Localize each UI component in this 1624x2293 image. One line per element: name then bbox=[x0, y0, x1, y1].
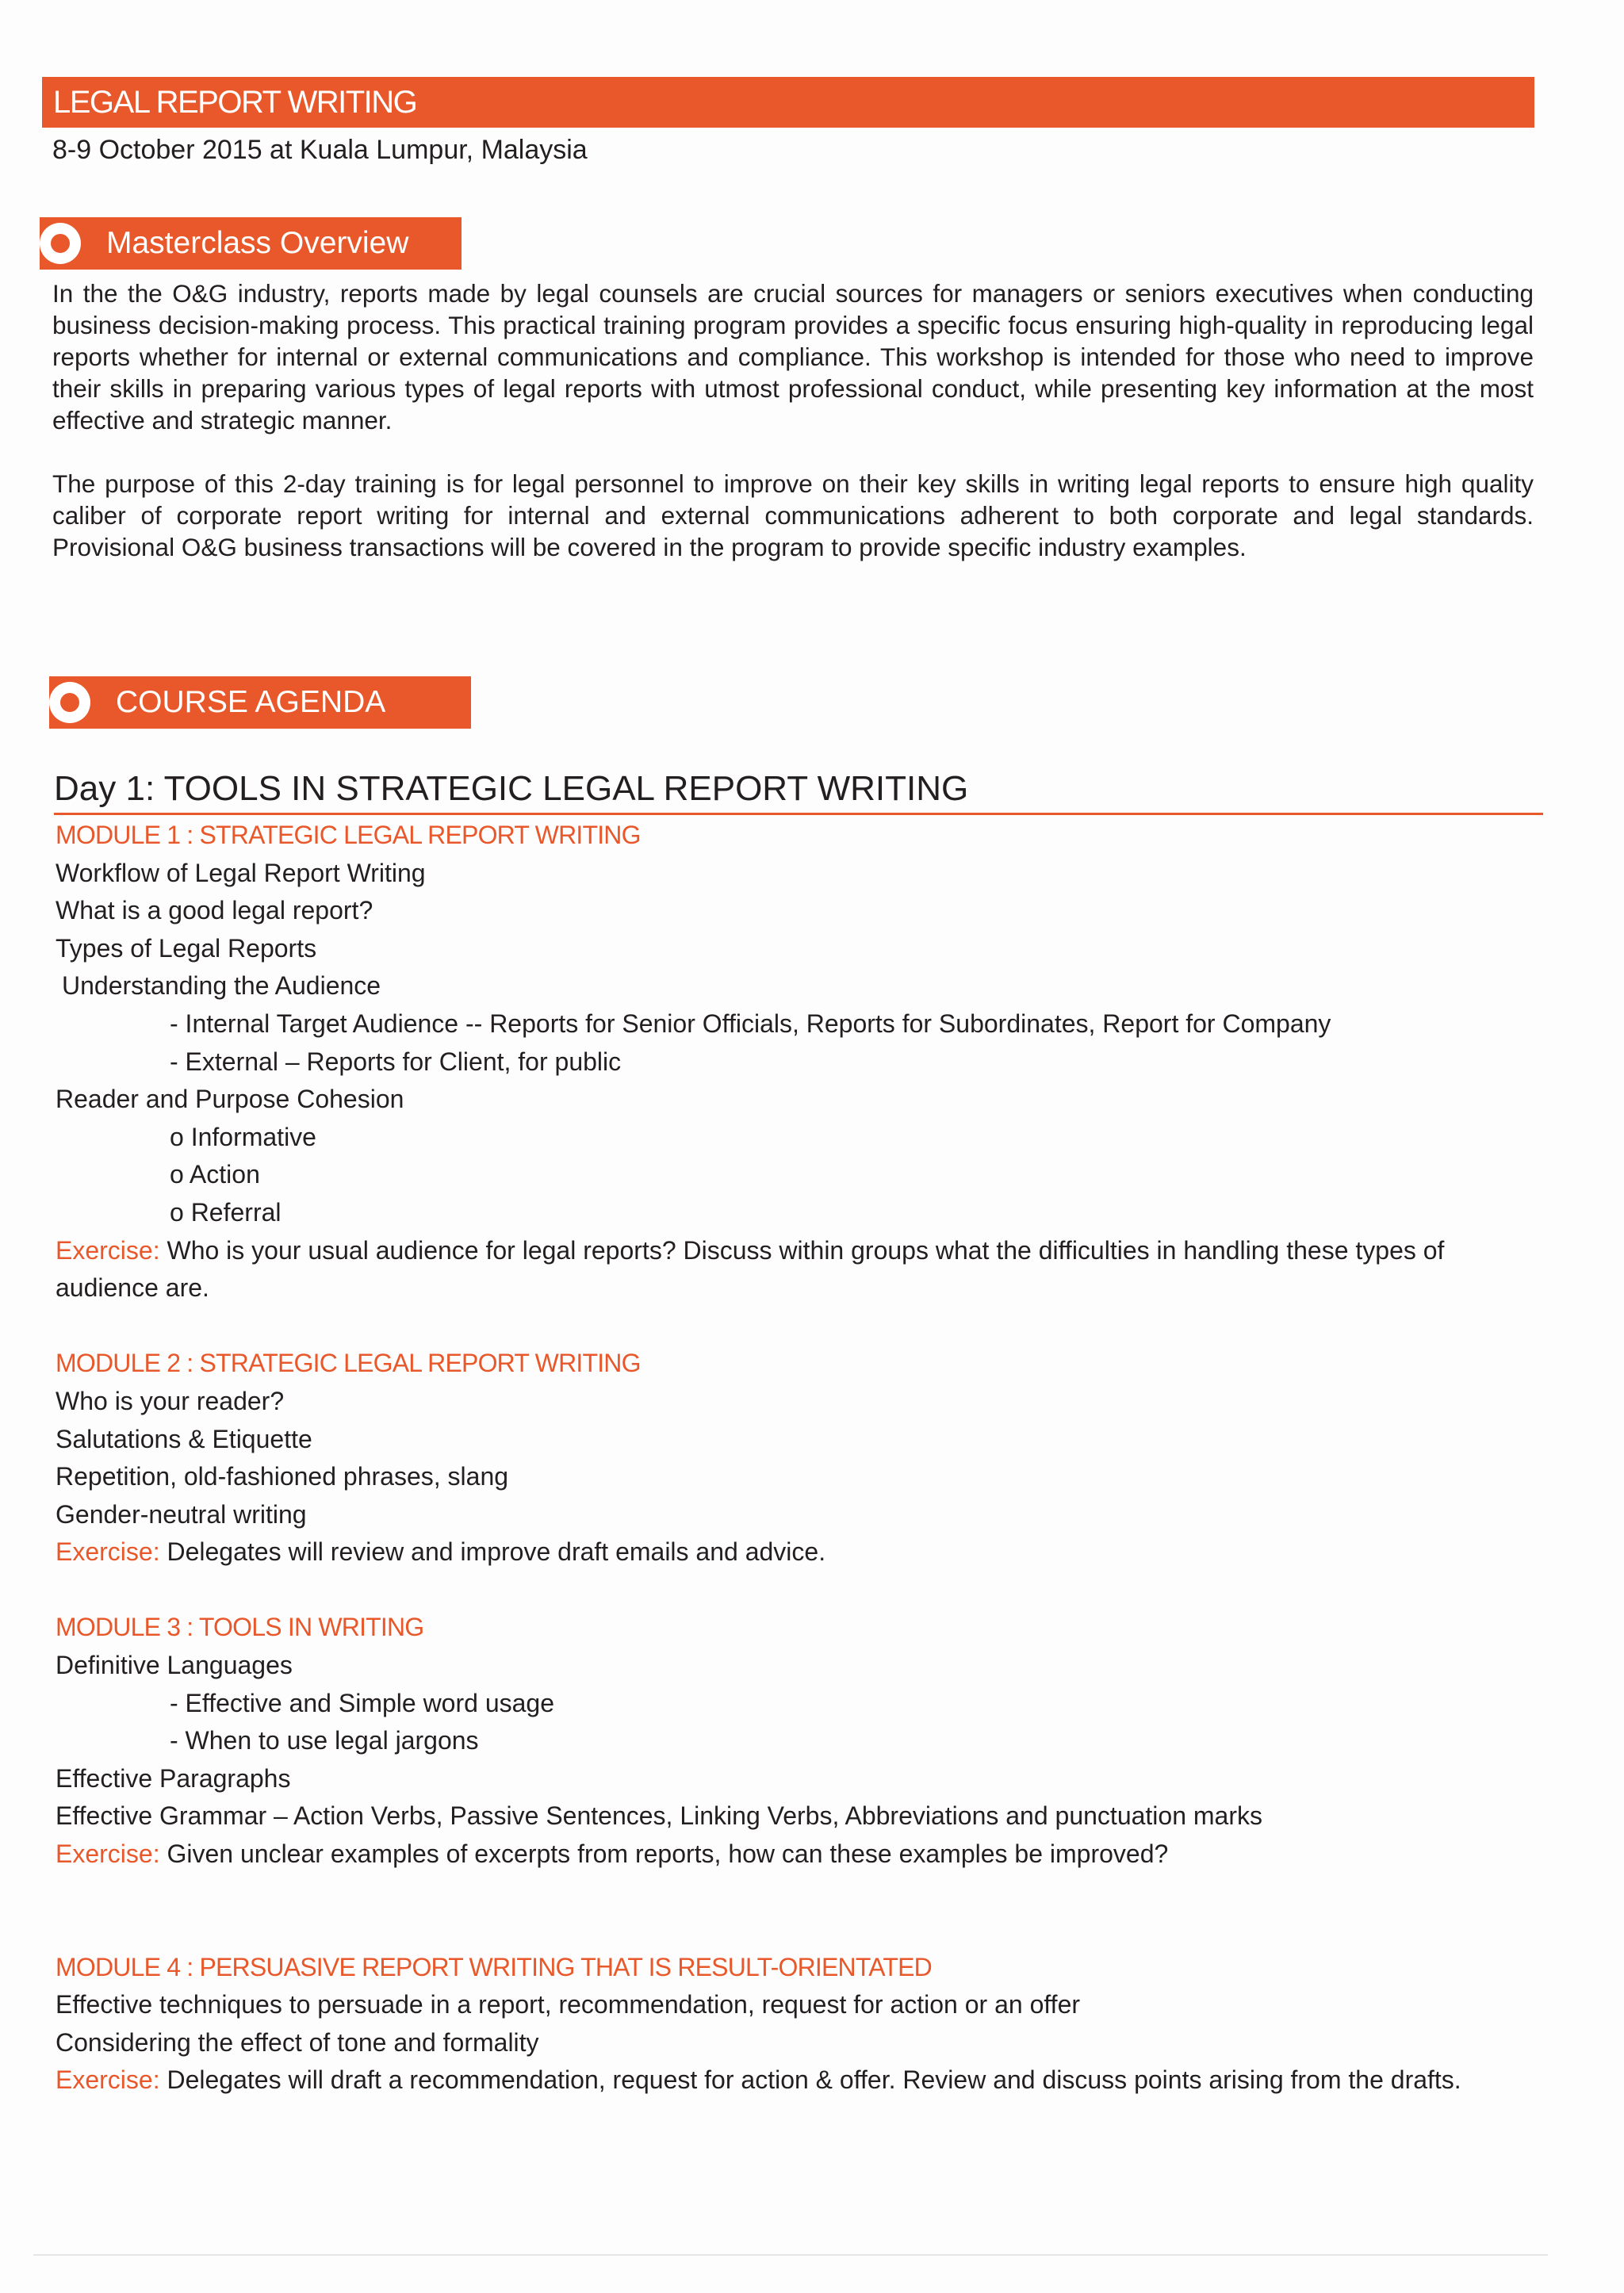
day-1-title: Day 1: TOOLS IN STRATEGIC LEGAL REPORT WRITING bbox=[54, 765, 1543, 815]
exercise-label: Exercise: bbox=[56, 1235, 160, 1265]
overview-paragraph: In the the O&G industry, reports made by legal counsels are crucial sources for managers or seniors executives when conducting business decision-making process. This practical training program provides a specific focus ensuring high-quality in reproducing legal reports whether for internal or external communications and compliance. This workshop is intended for those who need to improve their skills in preparing various types of legal reports with utmost professional conduct, while presenting key information at the most effective and strategic manner. bbox=[52, 279, 1534, 434]
list-item: What is a good legal report? bbox=[56, 896, 373, 925]
module-3-title: MODULE 3 : TOOLS IN WRITING bbox=[56, 1613, 424, 1642]
module-2-title: MODULE 2 : STRATEGIC LEGAL REPORT WRITING bbox=[56, 1349, 641, 1378]
page-title-banner bbox=[42, 77, 1534, 128]
list-item: Effective Grammar – Action Verbs, Passive Sentences, Linking Verbs, Abbreviations and punctuation marks bbox=[56, 1801, 1262, 1831]
exercise-label: Exercise: bbox=[56, 1537, 160, 1567]
exercise-text: Given unclear examples of excerpts from reports, how can these examples be improved? bbox=[167, 1839, 1169, 1869]
exercise-label: Exercise: bbox=[56, 1839, 160, 1869]
list-item: Repetition, old-fashioned phrases, slang bbox=[56, 1462, 509, 1491]
module-1-exercise bbox=[56, 1232, 1499, 1307]
list-item: Reader and Purpose Cohesion bbox=[56, 1085, 404, 1114]
module-4-title: MODULE 4 : PERSUASIVE REPORT WRITING THAT IS RESULT-ORIENTATED bbox=[56, 1952, 932, 1981]
list-item: Effective techniques to persuade in a report, recommendation, request for action or an offer bbox=[56, 1990, 1081, 2019]
list-item: Gender-neutral writing bbox=[56, 1499, 307, 1529]
sub-list-item: - Effective and Simple word usage bbox=[170, 1688, 554, 1717]
sub-list-item: - When to use legal jargons bbox=[170, 1726, 479, 1755]
sub-list-item: - External – Reports for Client, for public bbox=[170, 1047, 622, 1076]
overview-paragraph: The purpose of this 2-day training is for legal personnel to improve on their key skills in writing legal reports to ensure high quality caliber of corporate report writing for internal and external communications adherent to both corporate and legal standards. Provisional O&G business transactions will be covered in the program to provide specific industry examples. bbox=[52, 469, 1534, 561]
module-4-exercise bbox=[56, 2061, 1538, 2100]
circle-bullet-icon bbox=[40, 223, 81, 264]
agenda-body bbox=[56, 817, 1538, 2100]
event-date-location: 8-9 October 2015 at Kuala Lumpur, Malaysia bbox=[52, 135, 588, 165]
list-item: Considering the effect of tone and formality bbox=[56, 2027, 539, 2057]
list-item: Understanding the Audience bbox=[62, 971, 381, 1001]
list-item: Types of Legal Reports bbox=[56, 933, 317, 963]
agenda-heading-label: COURSE AGENDA bbox=[116, 685, 386, 719]
footer-divider bbox=[33, 2254, 1548, 2256]
list-item: Workflow of Legal Report Writing bbox=[56, 858, 426, 887]
sub-list-item: o Referral bbox=[170, 1197, 282, 1227]
sub-list-item: o Informative bbox=[170, 1122, 316, 1151]
exercise-label: Exercise: bbox=[56, 2065, 160, 2095]
overview-section-heading bbox=[40, 217, 462, 270]
page-title: LEGAL REPORT WRITING bbox=[53, 85, 417, 120]
overview-body bbox=[52, 278, 1534, 595]
module-2-exercise bbox=[56, 1533, 1538, 1571]
overview-heading-label: Masterclass Overview bbox=[106, 226, 409, 260]
list-item: Definitive Languages bbox=[56, 1651, 293, 1680]
list-item: Effective Paragraphs bbox=[56, 1763, 291, 1793]
circle-bullet-icon bbox=[49, 682, 90, 723]
exercise-text: Delegates will review and improve draft emails and advice. bbox=[167, 1537, 826, 1567]
agenda-section-heading bbox=[49, 676, 471, 729]
sub-list-item: - Internal Target Audience -- Reports for Senior Officials, Reports for Subordinates, Report for Company bbox=[170, 1009, 1331, 1038]
exercise-text: Delegates will draft a recommendation, request for action & offer. Review and discuss points arising from the drafts. bbox=[167, 2065, 1461, 2095]
exercise-text: Who is your usual audience for legal reports? Discuss within groups what the difficulties in handling these types of audience are. bbox=[56, 1235, 1445, 1303]
sub-list-item: o Action bbox=[170, 1160, 260, 1189]
module-3-exercise bbox=[56, 1836, 1538, 1874]
module-1-title: MODULE 1 : STRATEGIC LEGAL REPORT WRITING bbox=[56, 821, 641, 849]
list-item: Who is your reader? bbox=[56, 1386, 285, 1415]
list-item: Salutations & Etiquette bbox=[56, 1424, 312, 1453]
